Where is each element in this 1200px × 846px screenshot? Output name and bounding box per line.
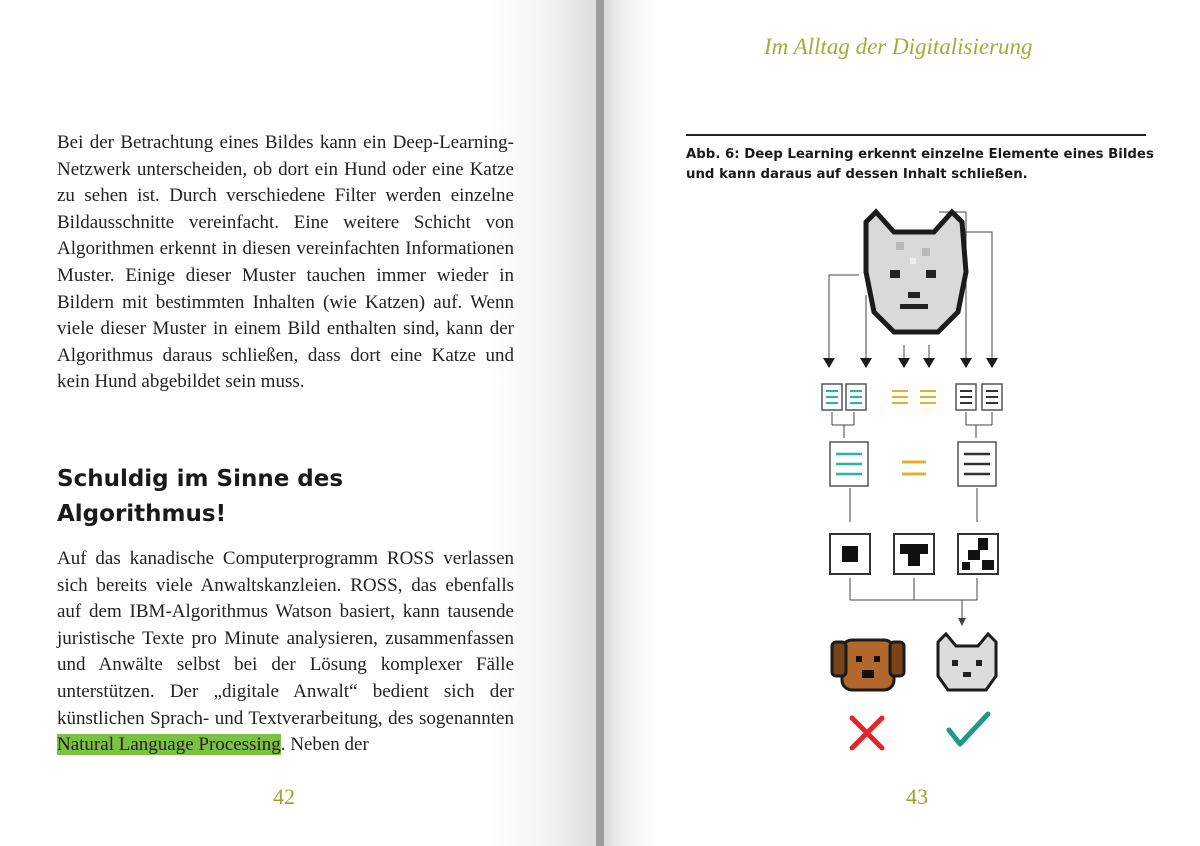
deep-learning-figure (604, 0, 1200, 846)
highlighted-term[interactable]: Natural Language Processing (57, 734, 281, 756)
left-page (0, 0, 596, 846)
book-gutter (596, 0, 604, 846)
page-number-left: 42 (273, 784, 295, 809)
running-head: Im Alltag der Digitalisierung (764, 34, 1033, 59)
paragraph-ross (57, 546, 514, 759)
right-page (604, 0, 1200, 846)
pattern-tile-icon (830, 534, 998, 574)
figure-caption: Abb. 6: Deep Learning erkennt einzelne Elemente eines Bildes und kann daraus auf dessen Inhalt schließen. (686, 147, 1154, 182)
cat-pixel-icon (938, 634, 996, 690)
filter-funnel-icon (823, 358, 998, 368)
dog-pixel-icon (832, 640, 904, 690)
cross-icon (852, 718, 882, 748)
document-lines-icon (830, 442, 996, 486)
page-number-right: 43 (906, 784, 928, 809)
section-heading: Schuldig im Sinne des Algorithmus! (57, 466, 344, 527)
paragraph-deep-learning: Bei der Betrachtung eines Bildes kann ein Deep-Learning-Netzwerk unterscheiden, ob dort ein Hund oder eine Katze zu sehen ist. Durch verschiedene Filter werden einzelne Bildausschnitte vereinfacht. Eine weitere Schicht von Algorithmen erkennt in diesen vereinfachten Informationen Muster. Einige dieser Muster tauchen immer wieder in Bildern mit bestimmten Inhalten (wie Katzen) auf. Wenn viele dieser Muster in einem Bild enthalten sind, kann der Algorithmus daraus schließen, dass dort eine Katze und kein Hund abgebildet sein muss. (57, 132, 514, 393)
arrow-icon (958, 618, 966, 626)
check-icon (949, 714, 988, 744)
document-lines-icon (822, 384, 1002, 410)
cat-pixel-icon (866, 212, 966, 332)
paragraph-ross-tail: . Neben der (280, 734, 369, 756)
paragraph-ross-text: Auf das kanadische Computerprogramm ROSS verlassen sich bereits viele Anwaltskanzleien. ROSS, das ebenfalls auf dem IBM-Algorithmus Watson basiert, kann tausende juristische Texte pro Minute analysieren, zusammenfassen und Anwälte selbst bei der Lösung komplexer Fälle unterstützen. Der „digitale Anwalt“ bedient sich der künstlichen Sprach- und Textverarbeitung, des sogenannten (57, 548, 514, 729)
